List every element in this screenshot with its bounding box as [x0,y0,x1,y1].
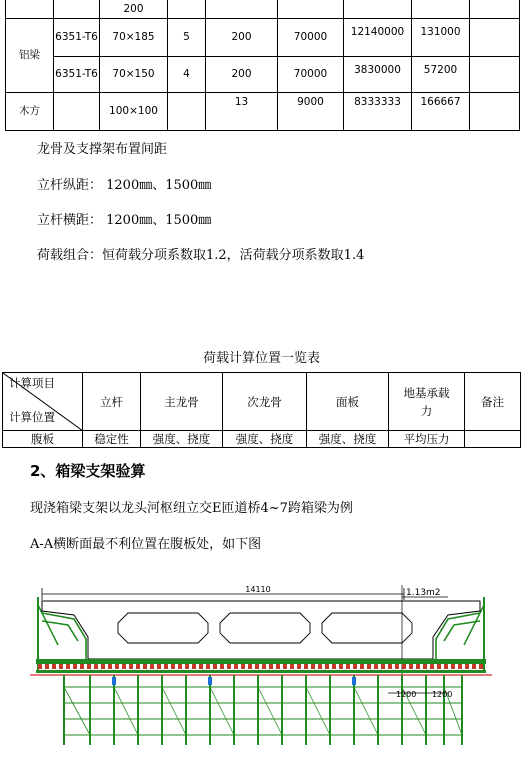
table-cell: 6351-T6 [54,18,100,56]
paragraph-spacing-title: 龙骨及支撑架布置间距 [37,142,168,157]
table-cell: 166667 [412,92,470,130]
table-row [3,431,521,448]
scaffold-brace [258,687,282,735]
table-cell: 70×185 [100,18,168,56]
lower-beam-row [36,670,486,673]
paragraph-transverse: 立杆横距： 1200㎜、1500㎜ [37,213,212,228]
adjustable-head [112,677,116,685]
table-row [6,0,520,18]
timber-block [262,664,266,669]
table-cell: 8333333 [344,92,412,130]
box-cell-middle [220,613,310,643]
corner-header [3,373,83,431]
timber-block [115,664,119,669]
timber-block [318,664,322,669]
timber-block [164,664,168,669]
box-cell-left [118,613,208,643]
table-cell: 200 [206,18,278,56]
header-cell: 面板 [307,373,389,431]
timber-block [129,664,133,669]
spacing-label-2: 1200 [432,690,453,699]
section-heading: 2、箱梁支架验算 [30,462,146,480]
timber-block [143,664,147,669]
timber-block [206,664,210,669]
timber-block [248,664,252,669]
timber-block [283,664,287,669]
scaffold-brace [354,687,378,735]
timber-block [213,664,217,669]
width-dimension-label: 14110 [245,585,271,594]
header-cell: 主龙骨 [141,373,223,431]
timber-block [367,664,371,669]
box-girder-cross-section-drawing [28,575,494,745]
table-cell: 3830000 [344,56,412,92]
timber-block [388,664,392,669]
timber-block [227,664,231,669]
scaffold-posts [64,675,462,745]
timber-block [136,664,140,669]
timber-block [346,664,350,669]
table-cell: 平均压力 [389,431,465,448]
timber-block [185,664,189,669]
timber-block [409,664,413,669]
table-cell: 强度、挠度 [307,431,389,448]
table-caption: 荷载计算位置一览表 [202,351,320,366]
timber-block [465,664,469,669]
paragraph-longitudinal: 立杆纵距： 1200㎜、1500㎜ [37,178,212,193]
timber-block [171,664,175,669]
table-cell: 70000 [278,56,344,92]
timber-block [360,664,364,669]
timber-block [94,664,98,669]
table-cell: 13 [206,92,278,130]
table-cell: 200 [206,56,278,92]
timber-block [150,664,154,669]
timber-block [304,664,308,669]
timber-row [38,664,483,669]
timber-block [479,664,483,669]
timber-block [255,664,259,669]
table-cell: 200 [100,0,168,18]
timber-block [52,664,56,669]
adjustable-head [208,677,212,685]
timber-block [45,664,49,669]
paragraph-example: 现浇箱梁支架以龙头河枢纽立交E匝道桥4~7跨箱梁为例 [30,501,353,516]
timber-block [437,664,441,669]
timber-block [59,664,63,669]
timber-block [178,664,182,669]
right-wing-formwork [436,613,480,659]
timber-block [290,664,294,669]
table-cell: 9000 [278,92,344,130]
scaffold-brace [64,687,90,735]
table-row [6,92,520,130]
timber-block [374,664,378,669]
timber-block [297,664,301,669]
header-cell: 备注 [465,373,521,431]
table-header-row [3,373,521,431]
timber-block [381,664,385,669]
corner-label-position: 计算位置 [9,410,55,424]
timber-block [423,664,427,669]
table-cell: 木方 [6,92,54,130]
header-cell: 地基承载力 [389,373,465,431]
table-cell: 4 [168,56,206,92]
timber-block [395,664,399,669]
table-cell: 70000 [278,18,344,56]
table-cell: 5 [168,18,206,56]
timber-block [416,664,420,669]
box-girder-outline [42,601,480,659]
timber-block [199,664,203,669]
table-cell [168,92,206,130]
timber-block [430,664,434,669]
area-label: 1.13m2 [406,588,441,598]
timber-block [157,664,161,669]
table-cell: 腹板 [3,431,83,448]
load-calculation-table [2,372,521,448]
scaffold-brace [114,687,138,735]
timber-block [108,664,112,669]
timber-block [276,664,280,669]
table-cell: 57200 [412,56,470,92]
table-cell: 强度、挠度 [223,431,307,448]
table-cell: 强度、挠度 [141,431,223,448]
header-cell: 立杆 [83,373,141,431]
timber-block [234,664,238,669]
scaffold-brace [306,687,330,735]
timber-block [451,664,455,669]
timber-block [66,664,70,669]
spacing-label-1: 1200 [396,690,417,699]
table-row [6,18,520,56]
corner-label-item: 计算项目 [9,376,55,390]
main-beam-row [36,659,486,664]
timber-block [311,664,315,669]
timber-block [220,664,224,669]
table-cell [465,431,521,448]
timber-block [87,664,91,669]
timber-block [73,664,77,669]
paragraph-section-note: A-A横断面最不利位置在腹板处，如下图 [30,537,262,552]
timber-block [241,664,245,669]
timber-block [472,664,476,669]
table-cell: 70×150 [100,56,168,92]
table-cell: 稳定性 [83,431,141,448]
timber-block [402,664,406,669]
material-properties-table [5,0,520,131]
scaffold-brace [162,687,186,735]
table-cell: 铝梁 [6,18,54,92]
table-row [6,56,520,92]
table-cell: 100×100 [100,92,168,130]
timber-block [192,664,196,669]
timber-block [332,664,336,669]
timber-block [80,664,84,669]
timber-block [269,664,273,669]
timber-block [122,664,126,669]
timber-block [339,664,343,669]
adjustable-head [352,677,356,685]
timber-block [325,664,329,669]
timber-block [458,664,462,669]
timber-block [101,664,105,669]
scaffold-brace [210,687,234,735]
timber-block [353,664,357,669]
table-cell: 131000 [412,18,470,56]
timber-block [444,664,448,669]
table-cell: 6351-T6 [54,56,100,92]
table-cell: 12140000 [344,18,412,56]
timber-block [38,664,42,669]
left-wing-formwork [42,613,86,659]
box-cell-right [322,613,412,643]
header-cell: 次龙骨 [223,373,307,431]
paragraph-load-combination: 荷载组合：恒荷载分项系数取1.2，活荷载分项系数取1.4 [37,248,365,263]
